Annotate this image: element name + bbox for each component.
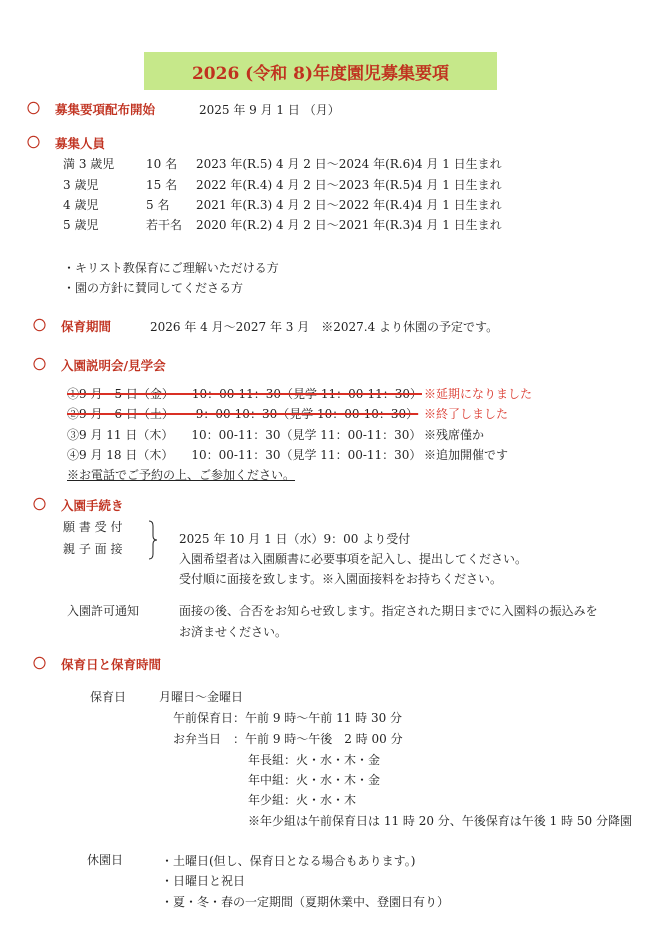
period-text: 2026 年 4 月～2027 年 3 月 ※2027.4 より休園の予定です。	[150, 320, 499, 334]
eligibility-note: ・園の方針に賛同してくださる方	[63, 281, 244, 295]
bullet-icon: 〇	[33, 319, 47, 334]
recruitment-heading: 募集人員	[55, 136, 106, 151]
recruit-count: 15 名	[146, 178, 178, 192]
distribution-heading: 募集要項配布開始	[55, 102, 156, 117]
class-days: 年少組：火・水・木	[248, 793, 357, 807]
school-days: 月曜日～金曜日	[159, 690, 244, 704]
recruit-age: 満 3 歳児	[63, 157, 115, 171]
session-item: ②9 月 6 日（土） 9：00-10：30（見学 10：00-10：30）	[67, 407, 419, 421]
info-session-heading: 入園説明会/見学会	[61, 358, 166, 373]
procedure-line: 2025 年 10 月 1 日（水）9：00 より受付	[179, 532, 411, 546]
session-item: ③9 月 11 日（木） 10：00-11：30（見学 11：00-11：30）	[67, 428, 422, 442]
bullet-icon: 〇	[33, 358, 47, 373]
bullet-icon: 〇	[27, 102, 41, 117]
reserve-note: ※お電話でご予約の上、ご参加ください。	[67, 468, 296, 482]
lunch-hours: お弁当日 ：午前 9 時～午後 2 時 00 分	[173, 732, 403, 746]
session-item: ①9 月 5 日（金） 10：00-11：30（見学 11：00-11：30）	[67, 387, 422, 401]
interview-label: 親 子 面 接	[63, 542, 123, 556]
morning-hours: 午前保育日：午前 9 時～午前 11 時 30 分	[173, 711, 403, 725]
session-item: ④9 月 18 日（木） 10：00-11：30（見学 11：00-11：30）	[67, 448, 422, 462]
recruit-birth: 2020 年(R.2) 4 月 2 日～2021 年(R.3)4 月 1 日生まれ	[196, 218, 502, 232]
recruit-age: 4 歳児	[63, 198, 99, 212]
school-day-label: 保育日	[90, 690, 127, 704]
page-title: 2026 (令和 8)年度園児募集要項	[144, 52, 497, 90]
schedule-note: ※年少組は午前保育日は 11 時 20 分、午後保育は午後 1 時 50 分降園	[248, 814, 632, 828]
session-status: ※追加開催です	[424, 448, 509, 462]
permit-line: お済ませください。	[179, 625, 288, 639]
bullet-icon: 〇	[33, 498, 47, 513]
recruit-count: 若干名	[146, 218, 183, 232]
period-heading: 保育期間	[61, 319, 112, 334]
recruit-count: 10 名	[146, 157, 178, 171]
holiday-label: 休園日	[87, 853, 124, 867]
permit-line: 面接の後、合否をお知らせ致します。指定された期日までに入園料の振込みを	[179, 604, 598, 618]
class-days: 年長組：火・水・木・金	[248, 753, 381, 767]
recruit-count: 5 名	[146, 198, 170, 212]
recruit-birth: 2022 年(R.4) 4 月 2 日～2023 年(R.5)4 月 1 日生まれ	[196, 178, 502, 192]
recruit-age: 3 歳児	[63, 178, 99, 192]
application-label: 願 書 受 付	[63, 520, 123, 534]
distribution-date: 2025 年 9 月 1 日 （月）	[199, 103, 340, 117]
session-status: ※延期になりました	[424, 387, 533, 401]
brace-icon	[148, 520, 158, 560]
recruit-birth: 2021 年(R.3) 4 月 2 日～2022 年(R.4)4 月 1 日生まれ	[196, 198, 502, 212]
holiday-item: ・土曜日(但し、保育日となる場合もあります。)	[161, 854, 416, 868]
permit-label: 入園許可通知	[67, 604, 140, 618]
schedule-heading: 保育日と保育時間	[61, 657, 162, 672]
class-days: 年中組：火・水・木・金	[248, 773, 381, 787]
session-status: ※残席僅か	[424, 428, 485, 442]
bullet-icon: 〇	[33, 657, 47, 672]
eligibility-note: ・キリスト教保育にご理解いただける方	[63, 261, 279, 275]
procedure-line: 入園希望者は入園願書に必要事項を記入し、提出してください。	[179, 552, 528, 566]
procedure-line: 受付順に面接を致します。※入園面接料をお持ちください。	[179, 572, 503, 586]
procedure-heading: 入園手続き	[61, 498, 124, 513]
recruit-birth: 2023 年(R.5) 4 月 2 日～2024 年(R.6)4 月 1 日生まれ	[196, 157, 502, 171]
holiday-item: ・夏・冬・春の一定期間（夏期休業中、登園日有り）	[161, 895, 450, 909]
recruit-age: 5 歳児	[63, 218, 99, 232]
session-status: ※終了しました	[424, 407, 509, 421]
bullet-icon: 〇	[27, 136, 41, 151]
holiday-item: ・日曜日と祝日	[161, 874, 246, 888]
